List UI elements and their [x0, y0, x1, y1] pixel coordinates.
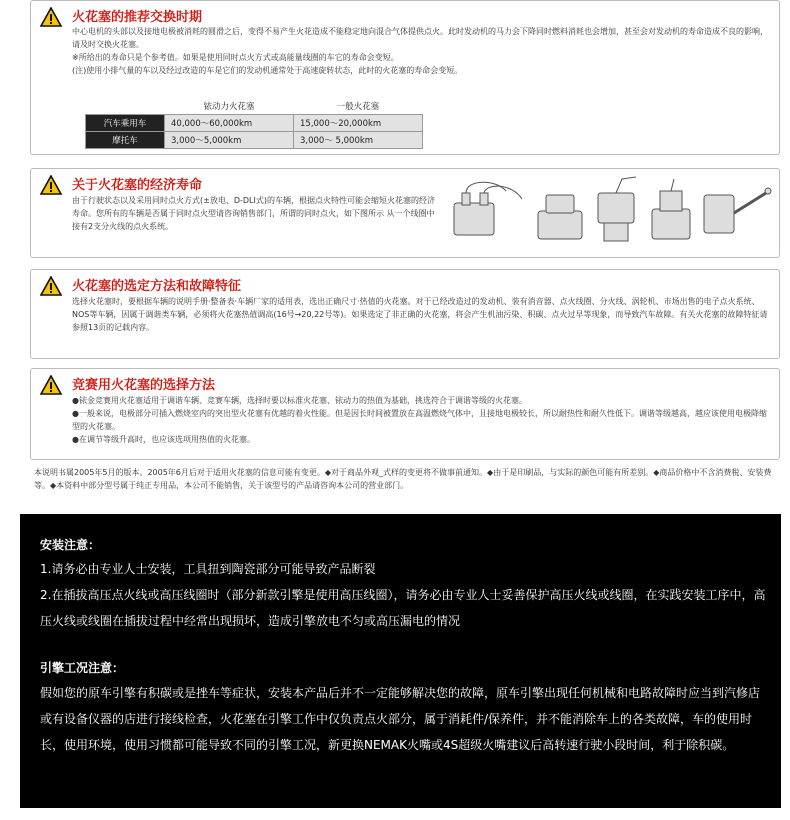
warning-icon	[40, 375, 62, 395]
section-title: 火花塞的选定方法和故障特征	[72, 279, 242, 294]
section-body	[72, 394, 772, 446]
table-cell: 3,000～ 5,000km	[294, 132, 423, 149]
paragraph: ●铱金竞赛用火花塞适用于调谐车辆、竞赛车辆，选择时要以标准火花塞、铱动力的热值为基础，挑选符合于调谐等级的火花塞。	[72, 396, 527, 405]
table-cell: 15,000～20,000km	[294, 115, 423, 132]
section-title: 火花塞的推荐交换时期	[72, 10, 203, 25]
table-cell: 3,000～5,000km	[165, 132, 294, 149]
section-economic-life	[30, 168, 780, 258]
column-header: 一般火花塞	[294, 98, 423, 115]
warning-icon	[40, 276, 62, 296]
row-label: 摩托车	[86, 132, 165, 149]
warning-icon	[40, 7, 62, 27]
table-cell: 40,000～60,000km	[165, 115, 294, 132]
table-row	[86, 115, 423, 132]
table-row	[86, 132, 423, 149]
footnote: 本说明书属2005年5月的版本。2005年6月后对于适用火花塞的信息可能有变更。◆对于商品外观_式样的变更将不做事前通知。◆由于是印刷品，与实际的颜色可能有所差别。◆商品价格中不含消费税、安装费等。◆本资料中部分型号属于纯正专用品，本公司不能销售，关于该型号的产品请咨询本公司的营业部门。	[34, 468, 772, 490]
install-line: 1.请务必由专业人士安装，工具扭到陶瓷部分可能导致产品断裂	[40, 562, 376, 576]
section-body	[72, 295, 772, 334]
install-title: 安装注意：	[40, 538, 101, 552]
warning-icon	[40, 175, 62, 195]
section-body	[72, 194, 442, 233]
paragraph: 中心电机的头部以及接地电极被消耗的圆滑之后，变得不易产生火花造成不能稳定地向混合气体提供点火。此时发动机的马力会下降同时燃料消耗也会增加，甚至会对发动机的寿命造成不良的影响，请及时交换火花塞。	[72, 27, 768, 49]
section-body	[72, 25, 772, 77]
section-selection-method	[30, 269, 780, 359]
paragraph: 由于行驶状态以及采用同时点火方式(±放电、D-DLI式)的车辆，根据点火特性可能会缩短火花塞的经济寿命。您所有的车辆是否属于同时点火型请咨询销售部门，所谓的同时点火，如下图所示 从一个线圈中接有2支分火线的点火系统。	[72, 196, 435, 231]
paragraph: ●在调节等级升高时，也应该选项用热值的火花塞。	[72, 435, 255, 444]
engine-text: 假如您的原车引擎有积碳或是挫车等症状，安装本产品后并不一定能够解决您的故障，原车引擎出现任何机械和电路故障时应当到汽修店或有设备仪器的店进行接线检查，火花塞在引擎工作中仅负责点火部分，属于消耗件/保养件，并不能消除车上的各类故障，车的使用时长，使用环境，使用习惯都可能导致不同的引擎工况，新更换NEMAK火嘴或4S超级火嘴建议后高转速行驶小段时间，利于除积碳。	[40, 686, 761, 752]
column-header: 铱动力火花塞	[165, 98, 294, 115]
table-header-row	[86, 98, 423, 115]
paragraph: (注)使用小排气量的车以及经过改造的车是它们的发动机通常处于高速旋转状态，此时的火花塞的寿命会变短。	[72, 66, 463, 75]
engine-title: 引擎工况注意：	[40, 661, 125, 675]
paragraph: ※所给出的寿命只是个参考值。如果是使用同时点火方式或高能量线圈的车它的寿命会变短。	[72, 53, 399, 62]
section-replacement-period	[30, 0, 780, 155]
section-title: 关于火花塞的经济寿命	[72, 178, 203, 193]
install-line: 2.在插拔高压点火线或高压线圈时（部分新款引擎是使用高压线圈），请务必由专业人士妥善保护高压火线或线圈，在实践安装工序中，高压火线或线圈在插拔过程中经常出现损坏，造成引擎放电不匀或高压漏电的情况	[40, 588, 766, 628]
paragraph: ●一般来说，电极部分可插入燃烧室内的突出型火花塞有优越的着火性能。但是因长时间被置放在高温燃烧气体中，且接地电极较长，所以耐热性和耐久性低下。调谐等级越高，越应该使用电极降缩型的火花塞。	[72, 409, 767, 431]
notice-panel	[20, 514, 781, 808]
ignition-coil-illustration	[446, 173, 776, 255]
lifespan-table	[85, 98, 423, 149]
row-label: 汽车乘用车	[86, 115, 165, 132]
section-title: 竞赛用火花塞的选择方法	[72, 378, 216, 393]
section-racing-selection	[30, 368, 780, 460]
paragraph: 选择火花塞时，要根据车辆的说明手册·整备表·车辆厂家的适用表，选出正确尺寸·热值的火花塞。对于已经改造过的发动机、装有消音器、点火线圈、分火线、涡轮机、市场出售的电子点火系统、NOS等车辆，因属于调谐类车辆，必须将火花塞热值调高(16号→20,22号等)。如果选定了非正确的火花塞，将会产生机油污染、积碳、点火过早等现象，而导致汽车故障。有关火花塞的故障特征请参照13页的记载内容。	[72, 297, 768, 332]
